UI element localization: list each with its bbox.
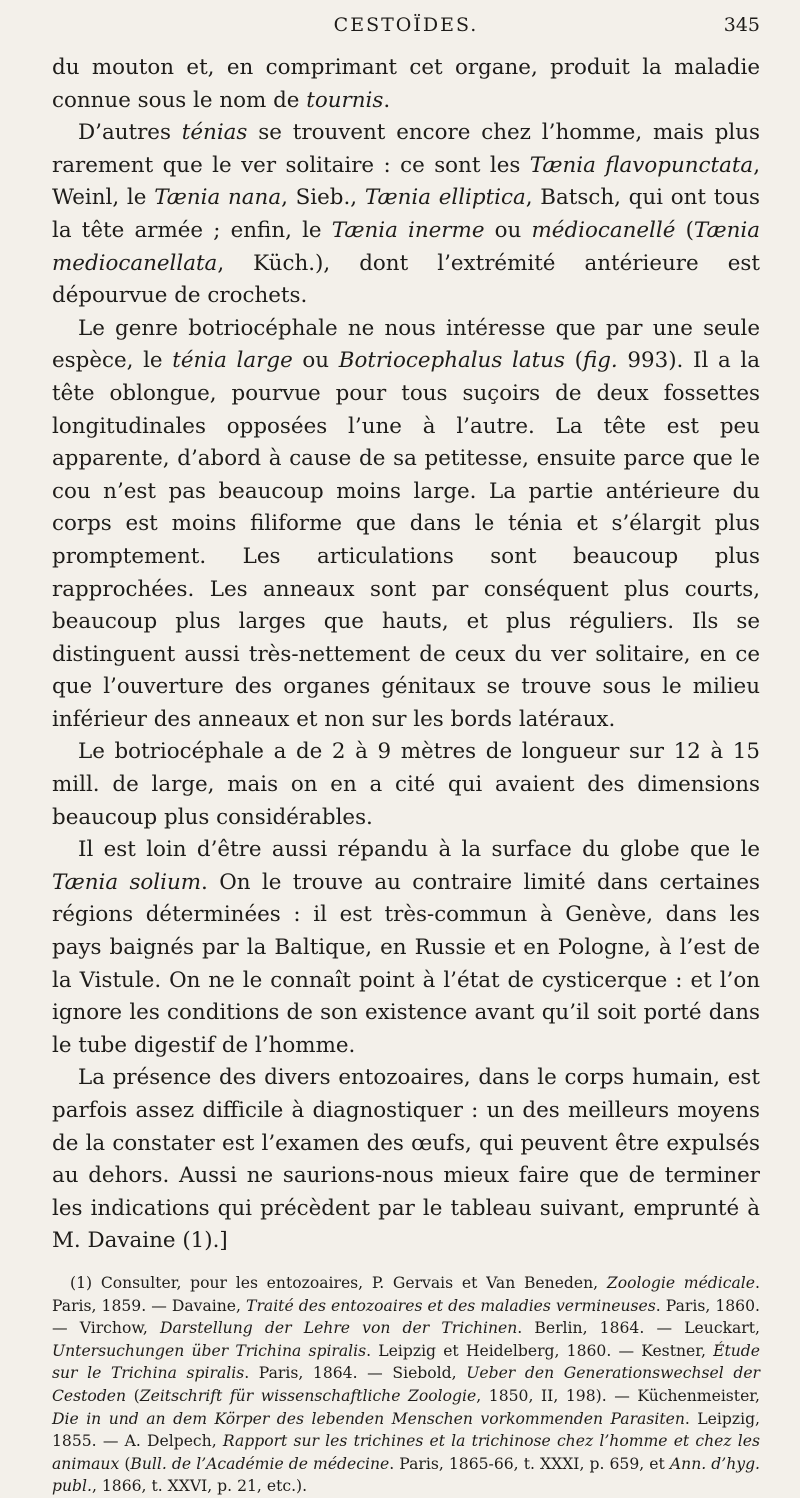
text-run: .: [383, 87, 391, 113]
running-title: CESTOÏDES.: [333, 14, 479, 36]
text-run: (1) Consulter, pour les entozoaires, P. Gervais et Van Beneden,: [70, 1273, 607, 1292]
paragraph: [52, 313, 760, 737]
italic-text: Traité des entozoaires et des maladies vermineuses: [246, 1296, 656, 1315]
text-run: , Sieb.,: [281, 185, 365, 211]
text-run: Il est loin d’être aussi répandu à la surface du globe que le: [78, 837, 760, 863]
running-head: [52, 0, 760, 52]
text-run: D’autres: [78, 120, 182, 146]
text-run: . Paris, 1859. — Davaine,: [52, 1273, 760, 1315]
italic-text: Rapport sur les trichines et la trichinose chez l’homme et chez les animaux: [52, 1432, 760, 1473]
text-run: . Leipzig et Heidelberg, 1860. — Kestner,: [366, 1341, 714, 1360]
italic-text: ténia large: [172, 348, 293, 374]
text-run: . Paris, 1860. — Virchow,: [52, 1296, 760, 1338]
text-run: . Paris, 1864. — Siebold,: [244, 1364, 467, 1383]
italic-text: Untersuchungen über Trichina spiralis: [52, 1341, 367, 1360]
text-run: (: [564, 348, 583, 374]
italic-text: Ueber den Generationswechsel der Cestoden: [52, 1364, 760, 1405]
italic-text: Bull. de l’Académie de médecine: [130, 1454, 390, 1473]
text-run: , 1866, t. XXVI, p. 21, etc.).: [91, 1477, 308, 1496]
italic-text: Die in und an dem Körper des lebenden Menschen vorkommenden Parasiten: [52, 1409, 685, 1428]
footnote: [52, 1272, 760, 1498]
text-run: ou: [484, 217, 532, 243]
paragraph: [52, 736, 760, 834]
paragraph: [52, 834, 760, 1062]
italic-text: ténias: [181, 120, 248, 146]
text-run: , Batsch, qui ont tous la tête armée ; enfin, le: [52, 185, 760, 243]
text-run: Le genre botriocéphale ne nous intéresse que par une seule espèce, le: [52, 315, 760, 374]
text-run: ou: [292, 348, 339, 374]
italic-text: Darstellung der Lehre von der Trichinen: [159, 1319, 518, 1338]
text-run: . Paris, 1865-66, t. XXXI, p. 659, et: [389, 1454, 670, 1473]
text-run: Le botriocéphale a de 2 à 9 mètres de longueur sur 12 à 15 mill. de large, mais on en a cité qui avaient des dimensions beaucoup plus considérables.: [52, 739, 760, 830]
text-run: du mouton et, en comprimant cet organe, produit la maladie connue sous le nom de: [52, 55, 760, 113]
italic-text: Tænia mediocanellata: [52, 217, 761, 276]
text-run: . Berlin, 1864. — Leuckart,: [517, 1319, 760, 1338]
italic-text: tournis: [306, 87, 384, 113]
footnotes: [52, 1272, 760, 1498]
italic-text: Tænia flavopunctata: [529, 152, 754, 178]
text-run: (: [675, 217, 694, 243]
page-number: 345: [723, 14, 760, 36]
italic-text: Tænia nana: [154, 185, 282, 211]
italic-text: Tænia elliptica: [364, 185, 526, 211]
text-run: 993). Il a la tête oblongue, pourvue pour tous suçoirs de deux fossettes longitudinales opposées l’une à l’autre. La tête est peu apparente, d’abord à cause de sa petitesse, ensuite parce que le cou n’est pas beaucoup moins large. La partie antérieure du corps est moins filiforme que dans le ténia et s’élargit plus promptement. Les articulations sont beaucoup plus rapprochées. Les anneaux sont par conséquent plus courts, beaucoup plus larges que hauts, et plus réguliers. Ils se distinguent aussi très-nettement de ceux du ver solitaire, en ce que l’ouverture des organes génitaux se trouve sous le milieu inférieur des anneaux et non sur les bords latéraux.: [52, 348, 760, 732]
italic-text: Zeitschrift für wissenschaftliche Zoologie: [139, 1386, 477, 1405]
italic-text: Ann. d’hyg. publ.: [52, 1454, 761, 1496]
text-run: , 1850, II, 198). — Küchenmeister,: [476, 1386, 761, 1405]
text-run: . Leipzig, 1855. — A. Delpech,: [52, 1409, 761, 1451]
italic-text: fig.: [582, 348, 618, 374]
paragraph: [52, 117, 760, 313]
text-run: , Küch.), dont l’extrémité antérieure est dépourvue de crochets.: [52, 250, 760, 309]
italic-text: Botriocephalus latus: [338, 348, 565, 374]
italic-text: médiocanellé: [531, 217, 676, 243]
text-run: . On le trouve au contraire limité dans certaines régions déterminées : il est très-commun à Genève, dans les pays baignés par la Baltique, en Russie et en Pologne, à l’est de la Vistule. On ne le connaît point à l’état de cysticerque : et l’on ignore les conditions de son existence avant qu’il soit porté dans le tube digestif de l’homme.: [52, 869, 760, 1058]
text-run: (: [126, 1386, 140, 1405]
paragraph: [52, 52, 760, 117]
italic-text: Tænia solium: [52, 869, 202, 895]
italic-text: Étude sur le Trichina spiralis: [52, 1341, 761, 1383]
paragraph: [52, 1062, 760, 1258]
text-run: (: [119, 1454, 131, 1473]
body-text: [52, 52, 760, 1258]
text-run: La présence des divers entozoaires, dans le corps humain, est parfois assez difficile à diagnostiquer : un des meilleurs moyens de la constater est l’examen des œufs, qui peuvent être expulsés au dehors. Aussi ne saurions-nous mieux faire que de terminer les indications qui précèdent par le tableau suivant, emprunté à M. Davaine (1).]: [52, 1065, 760, 1254]
italic-text: Zoologie médicale: [606, 1273, 756, 1292]
italic-text: Tænia inerme: [331, 217, 485, 243]
text-run: , Weinl, le: [52, 152, 760, 211]
text-run: se trouvent encore chez l’homme, mais plus rarement que le ver solitaire : ce sont les: [52, 120, 760, 178]
